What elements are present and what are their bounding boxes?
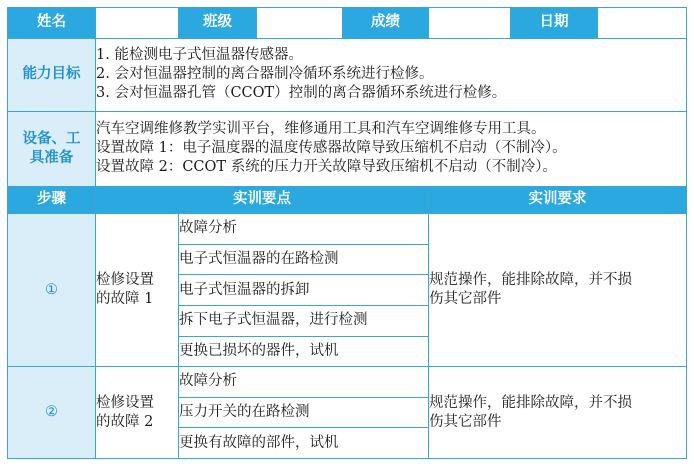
equipment-label-line-2: 具准备	[29, 149, 74, 166]
class-label: 班级	[179, 8, 257, 39]
case-2-req-line-1: 规范操作，能排除故障，并不损	[429, 394, 632, 411]
name-label: 姓名	[8, 8, 96, 39]
objective-line-3: 3. 会对恒温器孔管（CCOT）控制的离合器循环系统进行检修。	[96, 85, 507, 102]
objectives-content	[96, 38, 687, 111]
requirements-column-header: 实训要求	[429, 186, 687, 214]
case-2-requirement	[429, 367, 687, 459]
case-1-item-5: 更换已损坏的器件，试机	[179, 336, 429, 367]
score-label: 成绩	[343, 8, 429, 39]
case-1-item-2: 电子式恒温器的在路检测	[179, 244, 429, 275]
objectives-label: 能力目标	[8, 38, 96, 111]
case-2-title-line-1: 检修设置	[96, 394, 154, 411]
case-2-row-1	[8, 367, 687, 398]
objective-line-2: 2. 会对恒温器控制的离合器制冷循环系统进行检修。	[96, 66, 434, 83]
case-2-title	[96, 367, 179, 459]
case-1-item-3: 电子式恒温器的拆卸	[179, 275, 429, 306]
step-column-header: 步骤	[8, 186, 96, 214]
date-field[interactable]	[598, 8, 687, 39]
case-1-item-4: 拆下电子式恒温器，进行检测	[179, 305, 429, 336]
case-1-title-line-1: 检修设置	[96, 272, 154, 289]
case-1-req-line-1: 规范操作，能排除故障，并不损	[429, 272, 632, 289]
equipment-line-1: 汽车空调维修教学实训平台，维修通用工具和汽车空调维修专用工具。	[96, 121, 546, 138]
case-2-req-line-2: 伤其它部件	[429, 413, 502, 430]
case-1-title-line-2: 的故障 1	[96, 291, 154, 308]
case-2-title-line-2: 的故障 2	[96, 413, 154, 430]
objective-line-1: 1. 能检测电子式恒温器传感器。	[96, 47, 303, 64]
worksheet-table	[7, 7, 687, 459]
equipment-row	[8, 112, 687, 186]
class-field[interactable]	[257, 8, 343, 39]
equipment-line-3: 设置故障 2：CCOT 系统的压力开关故障导致压缩机不启动（不制冷）。	[96, 159, 557, 176]
name-field[interactable]	[96, 8, 179, 39]
equipment-label	[8, 112, 96, 186]
case-1-req-line-2: 伤其它部件	[429, 291, 502, 308]
objectives-row	[8, 38, 687, 111]
points-column-header: 实训要点	[96, 186, 429, 214]
equipment-label-line-1: 设备、工	[22, 130, 81, 147]
equipment-content	[96, 112, 687, 186]
case-2-item-2: 压力开关的在路检测	[179, 397, 429, 428]
case-2-item-1: 故障分析	[179, 367, 429, 398]
column-header-row	[8, 186, 687, 214]
case-2-item-3: 更换有故障的部件，试机	[179, 428, 429, 459]
case-1-item-1: 故障分析	[179, 214, 429, 245]
date-label: 日期	[511, 8, 598, 39]
case-1-row-1	[8, 214, 687, 245]
case-1-title	[96, 214, 179, 367]
case-1-step: ①	[8, 214, 96, 367]
case-1-requirement	[429, 214, 687, 367]
equipment-line-2: 设置故障 1：电子温度器的温度传感器故障导致压缩机不启动（不制冷）。	[96, 140, 567, 157]
score-field[interactable]	[429, 8, 511, 39]
info-row	[8, 8, 687, 39]
case-2-step: ②	[8, 367, 96, 459]
